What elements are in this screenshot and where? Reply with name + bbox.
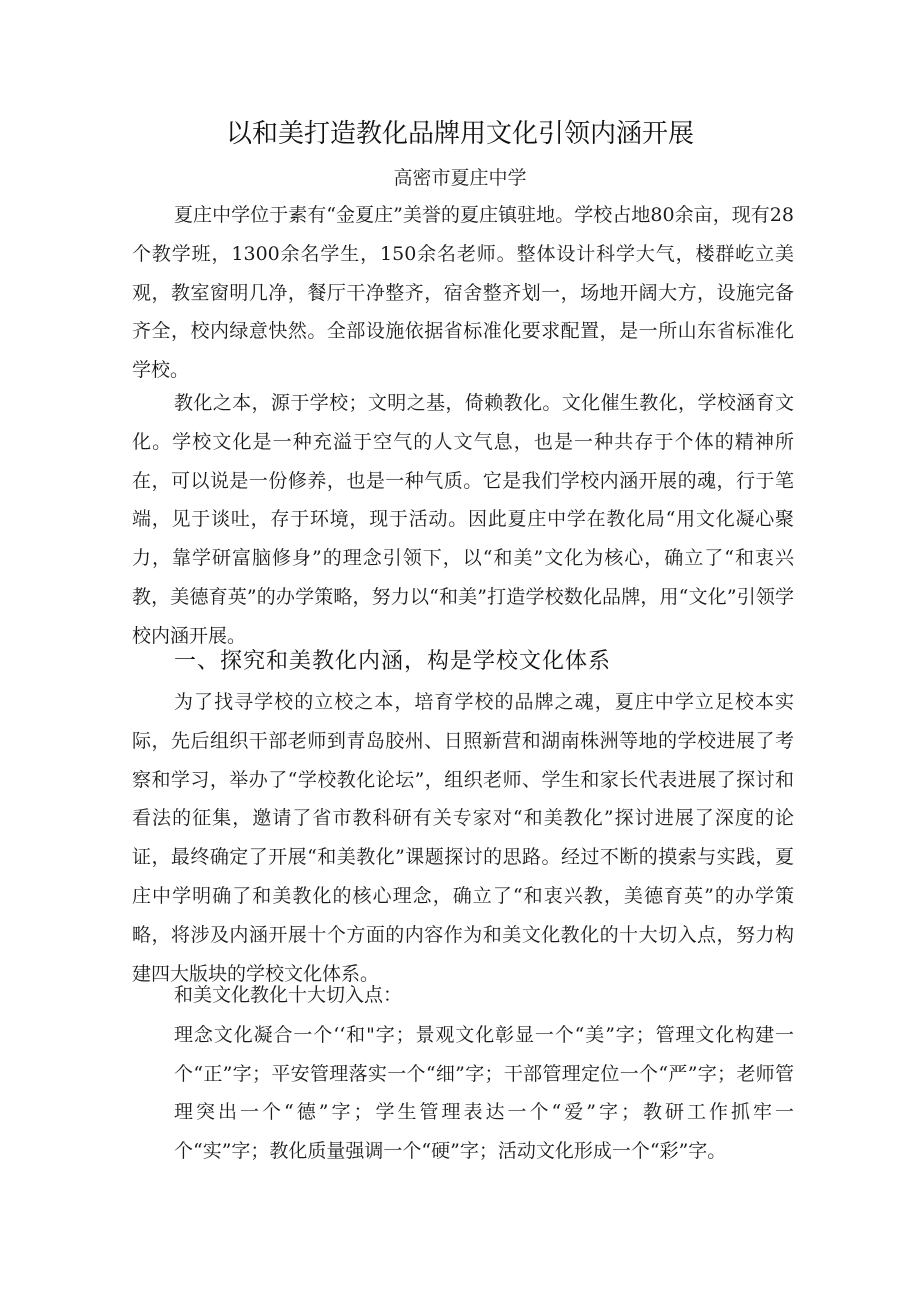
- document-author: 高密市夏庄中学: [393, 167, 527, 189]
- body-paragraph: 夏庄中学位于素有“金夏庄”美誉的夏庄镇驻地。学校占地80余亩，现有28个教学班，1300余名学生，150余名老师。整体设计科学大气，楼群屹立美观，教室窗明几净，餐厅干净整齐，宿舍整齐划一，场地开阔大方，设施完备齐全，校内绿意快然。全部设施依据省标准化要求配置，是一所山东省标准化学校。: [132, 204, 794, 382]
- section-heading: 一、探究和美教化内涵，构是学校文化体系: [174, 649, 612, 674]
- section-paragraph: 为了找寻学校的立校之本，培育学校的品牌之魂，夏庄中学立足校本实际，先后组织干部老师到青岛胶州、日照新营和湖南株洲等地的学校进展了考察和学习，举办了“学校教化论坛”，组织老师、学生和家长代表进展了探讨和看法的征集，邀请了省市教科研有关专家对“和美教化”探讨进展了深度的论证，最终确定了开展“和美教化”课题探讨的思路。经过不断的摸索与实践，夏庄中学明确了和美教化的核心理念，确立了“和衷兴教，美德育英”的办学策略，将涉及内涵开展十个方面的内容作为和美文化教化的十大切入点，努力构建四大版块的学校文化体系。: [132, 691, 794, 985]
- body-paragraph: 教化之本，源于学校；文明之基，倚赖教化。文化催生教化，学校涵育文化。学校文化是一种充溢于空气的人文气息，也是一种共存于个体的精神所在，可以说是一份修养，也是一种气质。它是我们学校内涵开展的魂，行于笔端，见于谈吐，存于环境，现于活动。因此夏庄中学在教化局“用文化凝心聚力，靠学研富脑修身”的理念引领下，以“和美”文化为核心，确立了“和衷兴教，美德育英”的办学策略，努力以“和美”打造学校数化品牌，用“文化”引领学校内涵开展。: [132, 392, 794, 647]
- list-paragraph: 理念文化凝合一个‘‘和"字；景观文化彰显一个“美”字；管理文化构建一个“正”字；平安管理落实一个“细”字；干部管理定位一个“严”字；老师管理突出一个“德”字；学生管理表达一个“爱”字；教研工作抓牢一个“实”字；教化质量强调一个“硬”字；活动文化形成一个“彩”字。: [174, 1024, 794, 1162]
- list-heading: 和美文化教化十大切入点：: [174, 984, 403, 1006]
- document-title: 以和美打造教化品牌用文化引领内涵开展: [225, 119, 694, 149]
